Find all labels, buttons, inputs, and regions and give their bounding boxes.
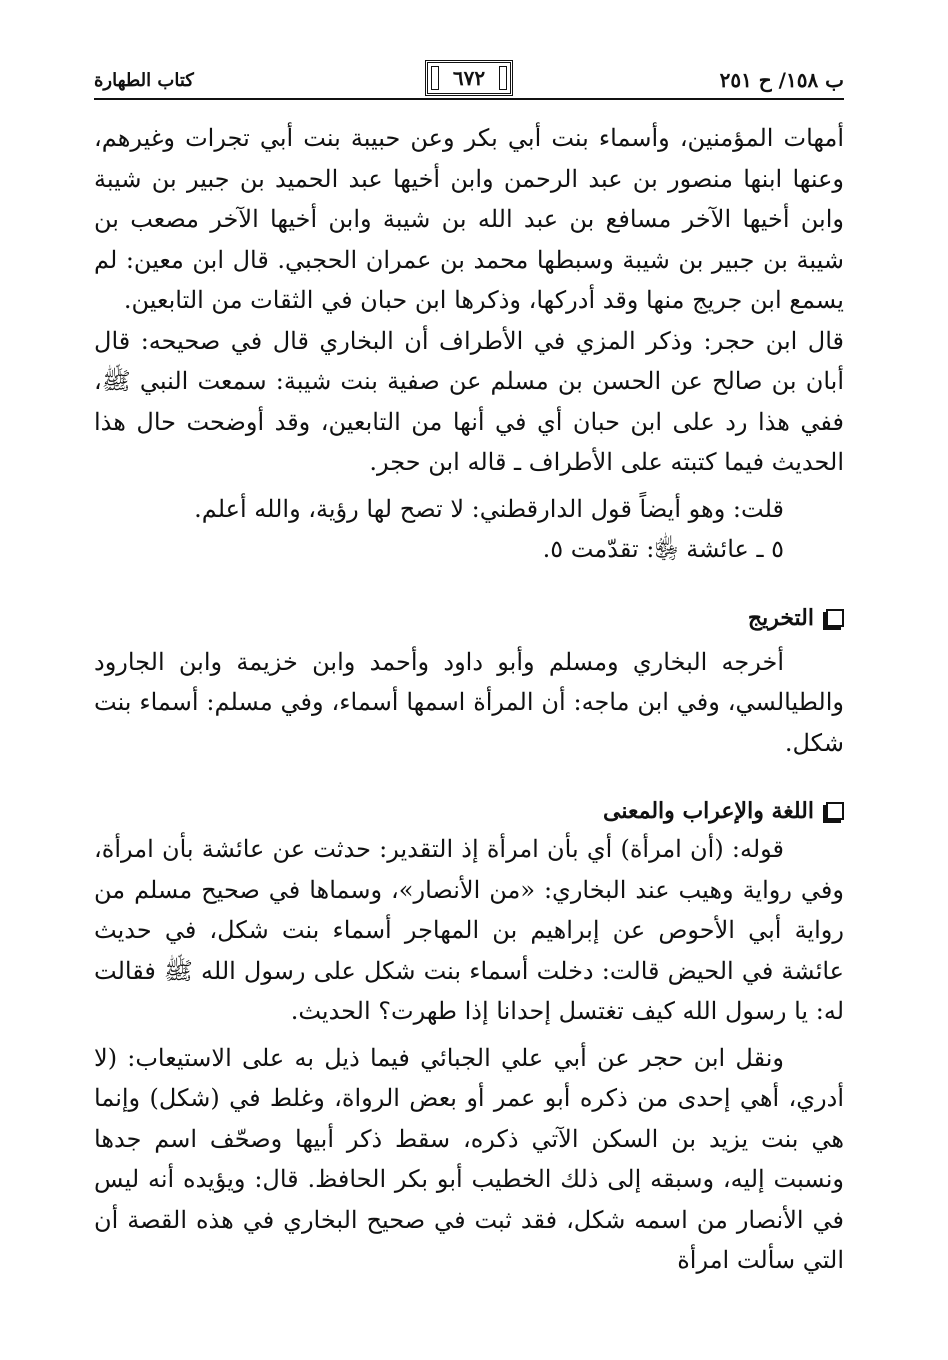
section-heading-label: اللغة والإعراب والمعنى — [603, 798, 814, 824]
paragraph: قال ابن حجر: وذكر المزي في الأطراف أن البخاري قال في صحيحه: قال أبان بن صالح عن الحسن بن مسلم عن صفية بنت شيبة: سمعت النبي ﷺ، ففي هذا رد على ابن حبان أي في أنها من التابعين، وقد أوضحت حال هذا الحديث فيما كتبته على الأطراف ـ قاله ابن حجر. — [94, 326, 844, 476]
page-header — [94, 58, 844, 98]
paragraph: قوله: (أن امرأة) أي بأن امرأة إذ التقدير: حدثت عن عائشة بأن امرأة، وفي رواية وهيب عند البخاري: «من الأنصار»، وسماها في صحيح مسلم من رواية أبي الأحوص عن إبراهيم بن المهاجر أسماء بنت شكل، في حديث عائشة في الحيض قالت: دخلت أسماء بنت شكل على رسول الله ﷺ فقالت له: يا رسول الله كيف تغتسل إحدانا إذا طهرت؟ الحديث. — [94, 835, 844, 1025]
header-divider — [94, 98, 844, 100]
paragraph: ٥ ـ عائشة ﵂: تقدّمت ٥. — [542, 535, 784, 563]
page-number: ٦٧٢ — [425, 60, 513, 96]
paragraph: أمهات المؤمنين، وأسماء بنت أبي بكر وعن حبيبة بنت أبي تجرات وغيرهم، وعنها ابنها منصور بن عبد الرحمن وابن أخيها عبد الحميد بن جبير بن شيبة وابن أخيها الآخر مسافع بن عبد الله بن شيبة وابن أخيها الآخر مصعب بن شيبة بن جبير بن شيبة وسبطها محمد بن عمران الحجبي. قال ابن معين: لم يسمع ابن جريج منها وقد أدركها، وذكرها ابن حبان في الثقات من التابعين. — [94, 124, 844, 314]
running-reference: ب ١٥٨/ ح ٢٥١ — [719, 68, 844, 92]
section-heading-language — [94, 793, 844, 829]
page-body — [94, 118, 844, 1281]
checkbox-icon — [826, 802, 844, 820]
section-heading-label: التخريج — [747, 604, 814, 631]
book-title: كتاب الطهارة — [94, 70, 194, 91]
section-heading-takhrij — [94, 600, 844, 636]
paragraph: قلت: وهو أيضاً قول الدارقطني: لا تصح لها رؤية، والله أعلم. — [194, 494, 784, 523]
checkbox-icon — [826, 609, 844, 627]
paragraph: ونقل ابن حجر عن أبي علي الجبائي فيما ذيل به على الاستيعاب: (لا أدري، أهي إحدى من ذكره أبو عمر أو بعض الرواة، وغلط في (شكل) وإنما هي بنت يزيد بن السكن الآتي ذكره، سقط ذكر أبيها وصحّف اسم جدها ونسبت إليه، وسبقه إلى ذلك الخطيب أبو بكر الحافظ. قال: ويؤيده أنه ليس في الأنصار من اسمه شكل، فقد ثبت في صحيح البخاري في هذه القصة أن التي سألت امرأة — [94, 1043, 844, 1274]
paragraph: أخرجه البخاري ومسلم وأبو داود وأحمد وابن خزيمة وابن الجارود والطيالسي، وفي ابن ماجه: أن المرأة اسمها أسماء، وفي مسلم: أسماء بنت شكل. — [94, 647, 844, 757]
